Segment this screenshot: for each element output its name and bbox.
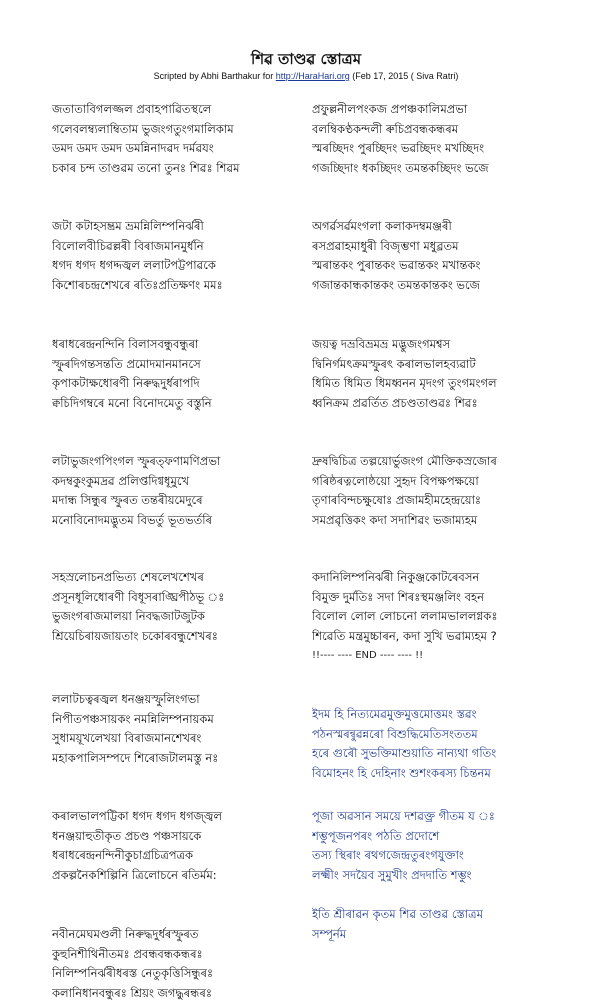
end-marker: !!---- ---- END ---- ---- !!	[312, 650, 424, 661]
verse-line: কিশোৰচন্দ্ৰশেখৰে ৰতিঃপ্ৰতিক্ষণং মমঃ	[52, 277, 223, 292]
page-title: শিৱ তাণ্ডৱ স্তোত্রম	[250, 50, 362, 68]
verse-line: বিমুক্ত দুৰ্মতিঃ সদা শিৰঃস্থমঞ্জলিং বহন	[312, 589, 484, 604]
verse-line: ডমদ ডমদ ডমদ ডমন্নিনাদৱদ দর্মৱযং	[52, 141, 214, 155]
credit-line	[0, 71, 612, 81]
verse-line: সহস্ৰলোচনপ্ৰভিত্য শেষলেখশেখৰ	[52, 570, 204, 584]
verse-line: তস্য স্থিৰাং ৰথগজেন্দ্ৰতুৰংগযুক্তাং	[312, 848, 464, 862]
verse-line: ধিমিত ধিমিত ধিমধ্বনন মৃদংগ তুংগমংগল	[312, 376, 497, 390]
verse-line: ৰসপ্ৰৱাহমাধুৰী বিজৃম্ভণা মধুৱ্ৰতম	[312, 238, 459, 253]
verse-line: গৰিষ্ঠৰত্নলোষ্ঠয়ো সুহৃদ বিপক্ষপক্ষয়ো	[312, 473, 479, 488]
verse-line: বলম্বিকণ্ঠকন্দলী ৰুচিপ্ৰবন্ধকন্ধৰম	[312, 121, 459, 136]
verse-line: গজান্তকান্ধকান্তকং তমন্তকান্তকং ভজে	[312, 277, 480, 292]
verse-7	[52, 807, 332, 885]
verse-line: গলেবলম্ব্যলাম্বিতাম ভুজংগতুংগমালিকাম	[52, 121, 234, 136]
verse-5	[52, 568, 332, 646]
verse-11	[312, 335, 592, 413]
verse-4	[52, 452, 332, 530]
verse-15	[312, 807, 592, 885]
verse-line: কদানিলিম্পনিৰ্ঝৰী নিকুঞ্জকোটৰেবসন	[312, 570, 480, 584]
verse-line: প্ৰসূনধূলিধোৰণী বিধূসৰাঙ্ঘ্ৰিপীঠভূ ঃ	[52, 589, 225, 604]
verse-line: ভুজংগৰাজমালয়া নিবদ্ধজাটজুটক	[52, 609, 205, 623]
verse-line: ইদম হি নিত্যমেৱমুক্তমুত্তমোত্তমং স্তৱং	[312, 707, 477, 721]
verse-line: নবীনমেঘমণ্ডলী নিৰুদ্ধদুৰ্ধৰস্ফুৰত	[52, 927, 199, 941]
verse-line: স্মৰান্তকং পুৰান্তকং ভৱান্তকং মখান্তকং	[312, 258, 481, 272]
verse-line: সম্পূৰ্নম	[312, 926, 347, 941]
verse-line: ক্বচিদিগম্বৰে মনো বিনোদমেতু বস্তুনি	[52, 395, 212, 410]
verse-line: জয়ত্ব দভ্ৰবিভ্ৰমভ্ৰ মদ্ভুজংগমশ্বস	[312, 337, 451, 351]
verse-line: শ্ৰিয়েচিৰায়জায়তাং চকোৰবন্ধুশেখৰঃ	[52, 628, 218, 643]
verse-line: স্মৰচ্ছিদং পুৰচ্ছিদং ভৱচ্ছিদং মখচ্ছিদং	[312, 141, 485, 155]
verse-line: লটাভুজংগপিংগল স্ফুৰত্ফণামণিপ্ৰভা	[52, 454, 221, 468]
verse-12	[312, 452, 592, 530]
verse-line: ধৰাধৰেন্দ্ৰনন্দিনীকুচাগ্ৰচিত্ৰপত্ৰক	[52, 848, 194, 862]
verse-line: সমপ্ৰৱৃত্তিকং কদা সদাশিৱং ভজাম্যহম	[312, 512, 478, 527]
verse-line: কুহুনিশীথিনীতমঃ প্ৰবন্ধবন্ধকন্ধৰঃ	[52, 946, 203, 961]
verse-line: শম্ভুপূজনপৰং পঠতি প্ৰদোশে	[312, 828, 440, 843]
verse-14	[312, 705, 592, 783]
verse-line: হৰে গুৰৌ সুভক্তিমাশুয়াতি নান্যথা গতিং	[312, 746, 497, 760]
verse-16	[312, 905, 592, 944]
verse-3	[52, 335, 332, 413]
verse-9	[312, 100, 592, 178]
verse-line: বিমোহনং হি দেহিনাং শুশংকৰস্য চিন্তনম	[312, 765, 491, 780]
verse-13	[312, 568, 592, 666]
verse-line: স্ফুৰদিগন্তসন্ততি প্ৰমোদমানমানসে	[52, 356, 201, 371]
verse-line: ধনঞ্জয়াহুতীকৃত প্ৰচণ্ড পঞ্চসায়কে	[52, 828, 202, 843]
verse-line: প্ৰফুল্লনীলপংকজ প্ৰপঞ্চকালিমপ্ৰভা	[312, 102, 468, 116]
verse-line: মদান্ধ সিন্ধুৰ স্ফুৰত তন্তৰীয়মেদুৰে	[52, 493, 203, 507]
verse-line: ললাটচত্বৰজ্বল ধনঞ্জয়স্ফুলিংগভা	[52, 692, 200, 706]
verse-2	[52, 217, 332, 295]
verse-line: কৰালভালপট্টিকা ধগদ ধগদ ধগজ্জ্বল	[52, 809, 223, 823]
verse-line: নিলিম্পনিৰ্ঝৰীধৰস্ত নেতুকৃত্তিসিন্ধুৰঃ	[52, 966, 214, 980]
verse-line: কৃপাকটাক্ষধোৰণী নিৰুদ্ধদুৰ্ধৰাপদি	[52, 376, 200, 390]
verse-line: পঠনস্মৰন্বুৱন্নৰো বিশুদ্ধিমেতিসংততম	[312, 726, 478, 741]
verse-line: শিৱেতি মন্ত্ৰমুচ্চাৰন, কদা সুখি ভৱাম্যহম ?	[312, 628, 497, 643]
verse-line: কদম্বকুংকুমদ্ৰৱ প্ৰলিপ্তদিগ্বধূমুখে	[52, 473, 190, 488]
verse-line: দ্ৰুষদ্বিচিত্ৰ তল্পয়োৰ্ভুজংগ মৌক্তিকস্ৰজোৰ	[312, 454, 497, 468]
verse-line: বিলোল লোল লোচনো ললামভাললগ্নকঃ	[312, 609, 498, 623]
verse-6	[52, 690, 332, 768]
verse-line: চকাৰ চন্দ তাণ্ডৱম তনো তুনঃ শিৱঃ শিৱম	[52, 160, 240, 175]
verse-line: গজচ্ছিদাং ধকচ্ছিদং তমন্তকচ্ছিদং ভজে	[312, 160, 489, 175]
verse-line: মনোবিনোদমদ্ভুতম বিভৰ্তু ভূতভৰ্তৰি	[52, 512, 212, 527]
credit-prefix: Scripted by Abhi Barthakur for	[153, 71, 276, 81]
verse-line: ধগদ ধগদ ধগদ্দজ্বল ললাটপট্টপাৱকে	[52, 258, 216, 272]
verse-line: প্ৰকল্পনৈকশিল্পিনি ত্ৰিলোচনে ৰতিৰ্মম:	[52, 867, 217, 882]
verse-10	[312, 217, 592, 295]
verse-line: ধ্বনিক্ৰম প্ৰৱৰ্তিত প্ৰচণ্ডতাণ্ডৱঃ শিৱঃ	[312, 395, 478, 410]
verse-line: তৃণাৰবিন্দচক্ষুষোঃ প্ৰজামহীমহেন্দ্ৰয়োঃ	[312, 493, 482, 507]
verse-line: কলানিধানবন্ধুৰঃ শ্ৰিয়ং জগদ্ধুৰন্ধৰঃ	[52, 985, 212, 1000]
verse-line: বিলোলবীচিৱল্লৰী বিৰাজমানমুৰ্ধনি	[52, 238, 204, 253]
verse-line: দ্বিনিৰ্গমৎক্ৰমস্ফুৰৎ কৰালভালহব্যৱাট	[312, 356, 476, 371]
verse-line: অগৰ্ৱসৰ্ৱমংগলা কলাকদম্বমঞ্জৰী	[312, 219, 452, 233]
verse-8	[52, 925, 332, 1003]
verse-line: লক্ষ্মীং সদয়ৈব সুমুখীং প্ৰদদাতি শম্ভুং	[312, 867, 472, 882]
verse-line: পূজা অৱসান সময়ে দশৱক্ত্ৰ গীতম য ঃ	[312, 809, 495, 823]
verse-line: জতাতাবিগলজ্জল প্ৰবাহপাৱিতস্থলে	[52, 102, 212, 116]
verse-1	[52, 100, 332, 178]
verse-line: মহাকপালিসম্পদে শিৰোজটালমস্তু নঃ	[52, 750, 219, 765]
verse-line: নিপীতপঞ্চসায়কং নমন্নিলিম্পনায়কম	[52, 711, 214, 726]
credit-suffix: (Feb 17, 2015 ( Siva Ratri)	[349, 71, 459, 81]
verse-line: জটা কটাহসম্ভ্রম ভ্রমন্নিলিম্পনির্ঝৰী	[52, 219, 204, 233]
verse-line: সুধাময়ূখলেখয়া বিৰাজমানশেখৰং	[52, 731, 202, 745]
website-link[interactable]: http://HaraHari.org	[275, 71, 350, 81]
verse-line: ইতি শ্ৰীৰাৱন কৃতম শিৱ তাণ্ডৱ স্তোত্ৰম	[312, 907, 483, 921]
verse-line: ধৰাধৰেন্দ্ৰনন্দিনি বিলাসবন্ধুবন্ধুৰা	[52, 337, 199, 351]
